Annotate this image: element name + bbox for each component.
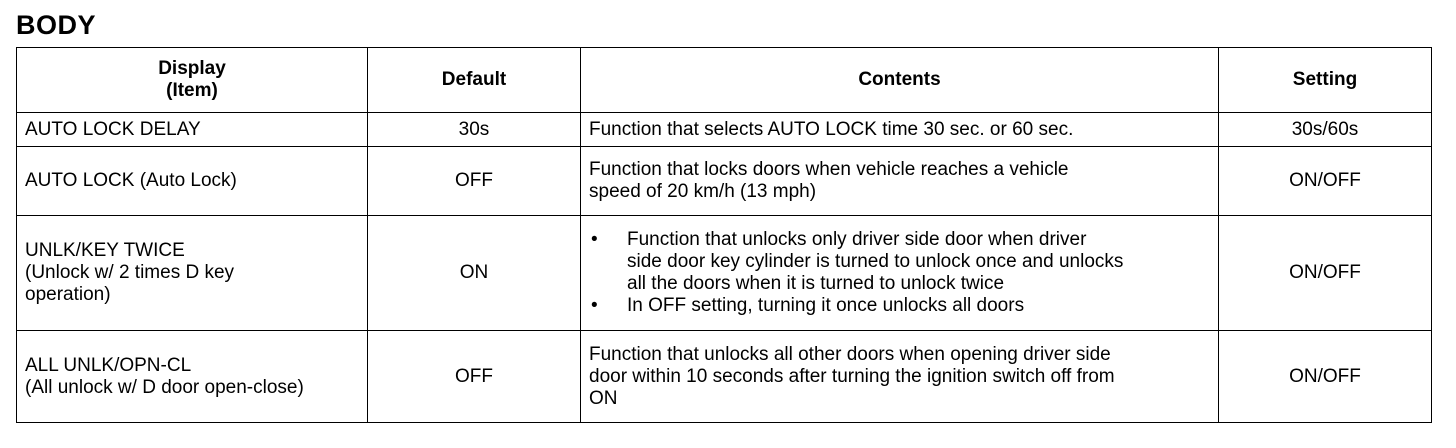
display-line: AUTO LOCK (Auto Lock) [25, 170, 237, 191]
cell-default: OFF [368, 331, 581, 423]
cell-display [17, 216, 368, 331]
cell-contents [581, 331, 1219, 423]
contents-line: Function that locks doors when vehicle reaches a vehicle [589, 159, 1069, 180]
header-row [17, 48, 1432, 113]
cell-setting: ON/OFF [1219, 216, 1432, 331]
bullet-line: • In OFF setting, turning it once unlocks all doors [627, 295, 1025, 316]
cell-default: ON [368, 216, 581, 331]
cell-display [17, 147, 368, 216]
bullet-item [589, 295, 1210, 317]
cell-display [17, 113, 368, 147]
table-row [17, 147, 1432, 216]
contents-line: ON [589, 387, 618, 409]
header-display [17, 48, 368, 113]
header-setting: Setting [1219, 48, 1432, 113]
display-line: (Unlock w/ 2 times D key [25, 262, 235, 283]
cell-contents [581, 113, 1219, 147]
cell-contents [581, 216, 1219, 331]
cell-default: 30s [368, 113, 581, 147]
display-line: AUTO LOCK DELAY [25, 118, 201, 140]
header-display-line2: (Item) [166, 80, 218, 101]
bullet-line: side door key cylinder is turned to unlock once and unlocks [627, 251, 1124, 272]
contents-line: Function that selects AUTO LOCK time 30 sec. or 60 sec. [589, 118, 1074, 140]
cell-contents [581, 147, 1219, 216]
bullet-line: all the doors when it is turned to unlock twice [627, 273, 1005, 294]
display-line: UNLK/KEY TWICE [25, 240, 185, 261]
contents-line: door within 10 seconds after turning the ignition switch off from [589, 365, 1115, 387]
table-row [17, 331, 1432, 423]
cell-display [17, 331, 368, 423]
display-line: (All unlock w/ D door open-close) [25, 376, 304, 398]
settings-table [16, 47, 1432, 423]
display-line: operation) [25, 284, 111, 305]
contents-line: speed of 20 km/h (13 mph) [589, 181, 817, 202]
table-row [17, 113, 1432, 147]
header-contents: Contents [581, 48, 1219, 113]
table-row [17, 216, 1432, 331]
header-display-line1: Display [158, 58, 226, 79]
section-title: BODY [16, 10, 97, 40]
cell-default: OFF [368, 147, 581, 216]
display-line: ALL UNLK/OPN-CL [25, 354, 192, 376]
contents-line: Function that unlocks all other doors when opening driver side [589, 343, 1111, 365]
bullet-item [589, 229, 1210, 295]
header-default: Default [368, 48, 581, 113]
bullet-line: • Function that unlocks only driver side door when driver [627, 229, 1087, 250]
cell-setting: ON/OFF [1219, 147, 1432, 216]
bullet-list [589, 229, 1210, 317]
cell-setting: 30s/60s [1219, 113, 1432, 147]
cell-setting: ON/OFF [1219, 331, 1432, 423]
